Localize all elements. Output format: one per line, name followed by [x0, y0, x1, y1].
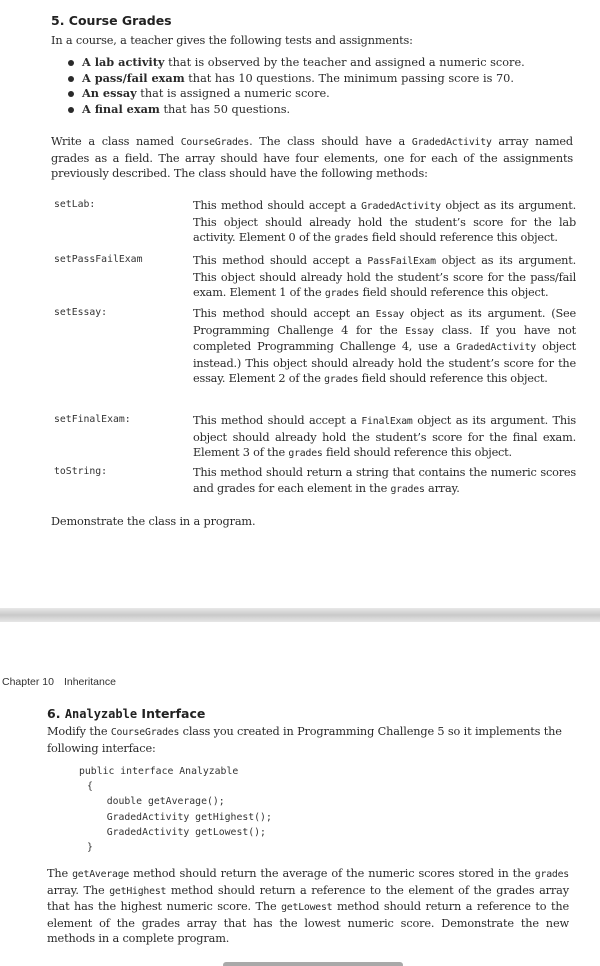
list-item: A final exam that has 50 questions. [66, 102, 525, 118]
chapter-title: Inheritance [63, 676, 116, 688]
method-name: setPassFailExam [54, 254, 143, 265]
scrollbar-thumb[interactable] [223, 962, 403, 966]
code-line: GradedActivity getHighest(); [89, 811, 272, 823]
method-description: This method should accept an Essay object as its argument. (See Programming Challenge 4 for the Essay class. If you have not completed Programming Challenge 4, use a GradedActivity object instead.) This object should already hold the student’s score for the essay. Element 2 of the grades field should reference this object. [193, 307, 576, 385]
chapter-number: Chapter 10 [2, 676, 54, 688]
assignment-list [66, 55, 525, 117]
code-line: public interface Analyzable [79, 766, 239, 777]
bullet-icon [68, 76, 74, 82]
chapter-header [2, 676, 116, 688]
challenge-6-intro: Modify the CourseGrades class you created in Programming Challenge 5 so it implements the following interface: [47, 725, 562, 755]
method-description: This method should accept a FinalExam object as its argument. This object should already hold the student’s score for the final exam. Element 3 of the grades field should reference this object. [193, 414, 576, 459]
code-line: { [87, 781, 93, 793]
list-item: A pass/fail exam that has 10 questions. The minimum passing score is 70. [66, 71, 525, 87]
page-separator [0, 608, 600, 622]
challenge-5-intro: In a course, a teacher gives the following tests and assignments: [51, 34, 413, 47]
list-item: An essay that is assigned a numeric score. [66, 86, 525, 102]
method-description: This method should accept a PassFailExam object as its argument. This object should already hold the student’s score for the pass/fail exam. Element 1 of the grades field should reference this object. [193, 254, 576, 299]
class-description: Write a class named CourseGrades. The class should have a GradedActivity array named grades as a field. The array should have four elements, one for each of the assignments previously described. The class should have the following methods: [51, 135, 573, 180]
challenge-5-heading: 5. Course Grades [51, 13, 172, 28]
method-name: setLab: [54, 199, 96, 210]
method-name: setEssay: [54, 307, 108, 318]
interface-code-block [79, 764, 272, 855]
method-description: This method should return a string that contains the numeric scores and grades for each element in the grades array. [193, 466, 576, 495]
code-line: double getAverage(); [89, 796, 225, 808]
bullet-icon [68, 91, 74, 97]
bullet-icon [68, 60, 74, 66]
method-name: setFinalExam: [54, 414, 131, 425]
list-item: A lab activity that is observed by the teacher and assigned a numeric score. [66, 55, 525, 71]
code-line: GradedActivity getLowest(); [89, 826, 266, 838]
code-line: } [87, 842, 93, 854]
bullet-icon [68, 107, 74, 113]
method-description: This method should accept a GradedActivity object as its argument. This object should already hold the student’s score for the lab activity. Element 0 of the grades field should reference this object. [193, 199, 576, 244]
closing-paragraph: The getAverage method should return the average of the numeric scores stored in the grades array. The getHighest method should return a reference to the element of the grades array that has the highest numeric score. The getLowest method should return a reference to the element of the grades array that has the lowest numeric score. Demonstrate the new methods in a complete program. [47, 867, 569, 945]
demonstrate-text: Demonstrate the class in a program. [51, 515, 256, 528]
method-name: toString: [54, 466, 108, 477]
textbook-page-bottom [0, 622, 600, 966]
challenge-6-heading: 6. Analyzable Interface [47, 706, 206, 721]
